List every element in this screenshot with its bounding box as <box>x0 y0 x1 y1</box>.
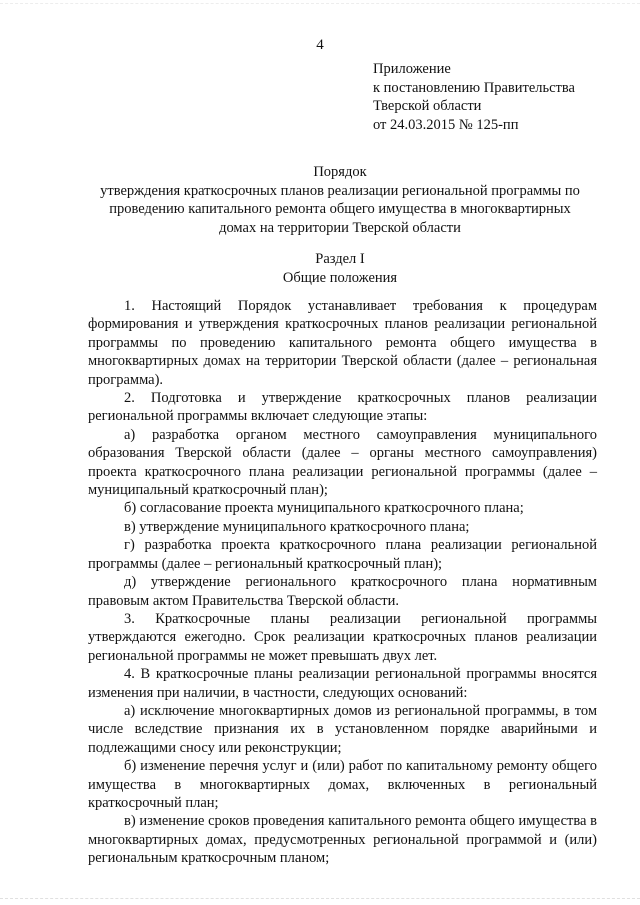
paragraph: б) изменение перечня услуг и (или) работ по капитальному ремонту общего имущества в многоквартирных домах, включенных в региональный краткосрочный план; <box>88 758 597 811</box>
section-number: Раздел I <box>315 251 365 267</box>
title-line: домах на территории Тверской области <box>219 219 461 236</box>
paragraph: г) разработка проекта краткосрочного плана реализации региональной программы (далее – региональный краткосрочный план); <box>88 537 597 572</box>
paragraph: 1. Настоящий Порядок устанавливает требования к процедурам формирования и утверждения краткосрочных планов реализации региональной программы по проведению капитального ремонта общего имущества в многоквартирных домах на территории Тверской области (далее – региональная программа). <box>88 298 597 388</box>
paragraph: б) согласование проекта муниципального краткосрочного плана; <box>124 500 524 517</box>
paragraph: в) изменение сроков проведения капитального ремонта общего имущества в многоквартирных домах, предусмотренных региональной программой и (или) региональным краткосрочным планом; <box>88 813 597 867</box>
title-line: утверждения краткосрочных планов реализации региональной программы по <box>100 182 580 199</box>
paragraph: а) исключение многоквартирных домов из региональной программы, в том числе вследствие признания их в установленном порядке аварийными и подлежащими сносу или реконструкции; <box>88 702 597 756</box>
document-title <box>70 163 610 237</box>
appendix-line: к постановлению Правительства <box>373 79 575 96</box>
scan-bottom-edge <box>0 898 640 903</box>
paragraph: 2. Подготовка и утверждение краткосрочных планов реализации региональной программы включает следующие этапы: <box>88 390 597 425</box>
paragraph: д) утверждение регионального краткосрочного плана нормативным правовым актом Правительства Тверской области. <box>88 574 597 609</box>
title-line: Порядок <box>313 164 367 180</box>
paragraph: а) разработка органом местного самоуправления муниципального образования Тверской области (далее – органы местного самоуправления) проекта краткосрочного плана реализации региональной программы (далее – муниципальный краткосрочный план); <box>88 426 597 499</box>
appendix-line: Тверской области <box>373 98 482 114</box>
paragraph: 3. Краткосрочные планы реализации региональной программы утверждаются ежегодно. Срок реализации краткосрочных планов реализации региональной программы не может превышать двух лет. <box>88 610 597 664</box>
paragraph: 4. В краткосрочные планы реализации региональной программы вносятся изменения при наличии, в частности, следующих оснований: <box>88 666 597 701</box>
paragraph: в) утверждение муниципального краткосрочного плана; <box>124 518 470 535</box>
scan-top-edge <box>0 0 640 4</box>
appendix-line: от 24.03.2015 № 125-пп <box>373 116 519 133</box>
section-name: Общие положения <box>282 270 398 286</box>
body-text <box>88 297 597 868</box>
section-heading <box>70 250 610 288</box>
page-number: 4 <box>316 37 324 53</box>
appendix-block <box>373 60 575 134</box>
title-line: проведению капитального ремонта общего имущества в многоквартирных <box>109 201 571 217</box>
appendix-line: Приложение <box>373 61 451 77</box>
